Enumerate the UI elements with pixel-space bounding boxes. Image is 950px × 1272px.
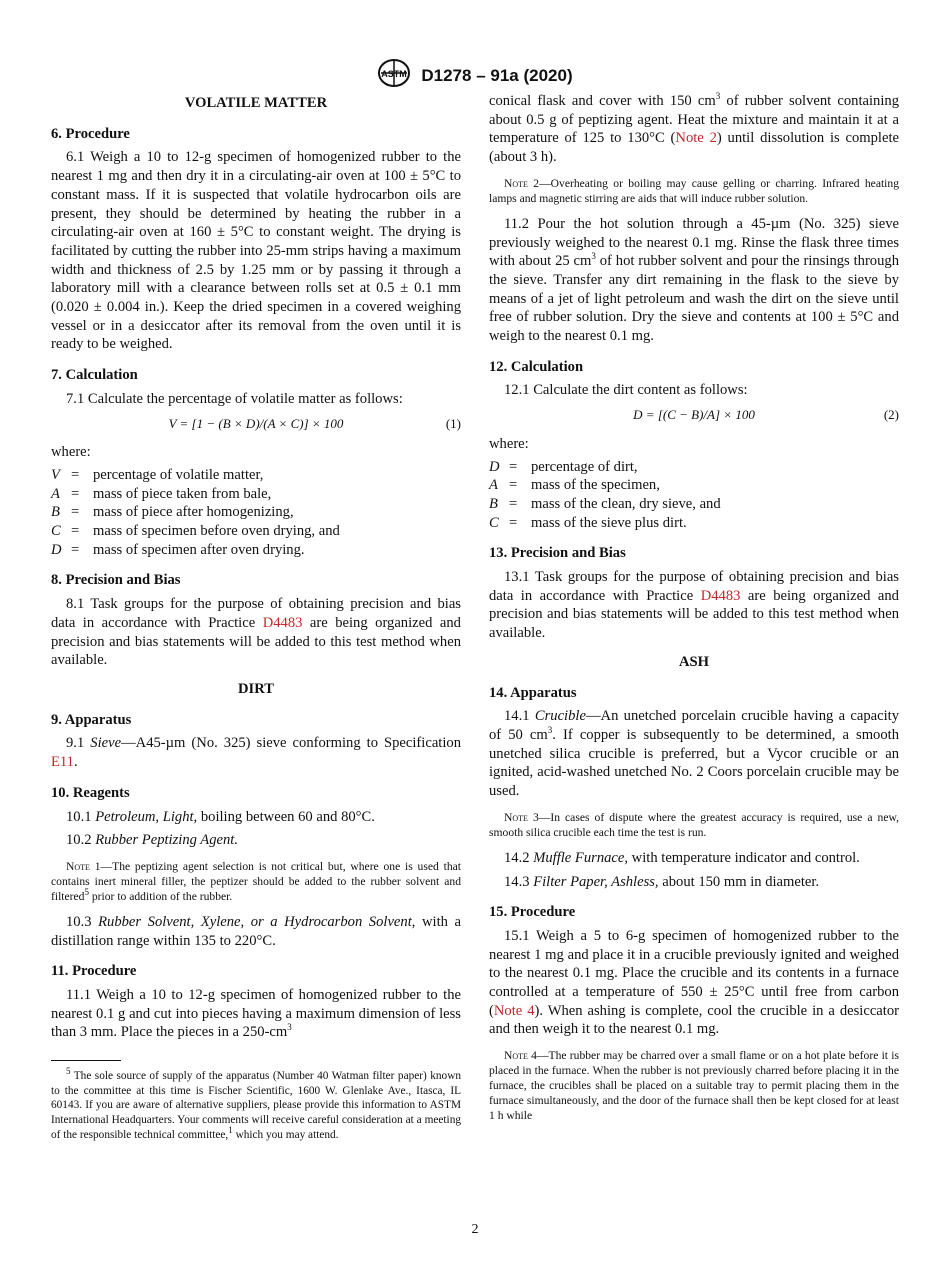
variable-definitions-2 [489,458,899,533]
equation-1-number: (1) [445,415,461,431]
equation-2-formula: D = [(C − B)/A] × 100 [633,407,755,423]
page-header [0,58,950,93]
definition-row: C = mass of the sieve plus dirt. [489,514,687,531]
note-1: Note 1—The peptizing agent selection is not critical but, where one is used that contains inert mineral filler, the peptizer should be added to the rubber solvent and filtered$^5$ prior to addition of the rubber. [51,859,461,903]
section-11-title: 11. Procedure [51,963,137,980]
paragraph-14-1: 14.1 Crucible—An unetched porcelain crucible having a capacity of 50 $cm^3$. If copper is subsequently to be determined, a smooth unetched silica crucible is preferred, but a Vycor crucible or an ignited, acid-washed unetched No. 2 Coors porcelain crucible may be used. [489,708,900,800]
definition-row: C = mass of specimen before oven drying, and [51,523,340,540]
link-d4483[interactable]: D4483 [700,587,741,604]
paragraph-9-1: 9.1 Sieve—A45-µm (No. 325) sieve conforming to Specification E11. [51,735,461,771]
paragraph-14-2: 14.2 Muffle Furnace, with temperature indicator and control. [504,849,860,866]
equation-1 [51,415,461,434]
definition-row: A = mass of piece taken from bale, [51,485,272,502]
link-e11[interactable]: E11 [51,754,74,771]
volatile-matter-heading: VOLATILE MATTER [184,95,328,111]
equation-1-formula: V = [1 − (B × D)/(A × C)] × 100 [168,415,344,431]
left-column [51,92,461,1142]
section-12-title: 12. Calculation [489,358,584,375]
paragraph-11-2: 11.2 Pour the hot solution through a 45-µm (No. 325) sieve previously weighed to the nearest 0.1 mg. Rinse the flask three times with about 25 $cm^3$ of hot rubber solvent and pour the rinsings through the sieve. Transfer any dirt remaining in the flask to the sieve by means of a jet of light petroleum and wash the dirt on the sieve until free of rubber solution. Dry the sieve and contents at 100 ± 5°C and weigh to the nearest 0.1 mg. [489,215,899,345]
footnote-divider [51,1060,121,1061]
footnote-5: $^5$ The sole source of supply of the apparatus (Number 40 Watman filter paper) known to the committee at this time is Fischer Scientific, 1600 W. Glenlake Ave., Itasca, IL 60143. If you are aware of alternative suppliers, please provide this information to ASTM International Headquarters. Your comments will receive careful consideration at a meeting of the responsible technical committee,$^1$ which you may attend. [51,1066,461,1141]
section-8-title: 8. Precision and Bias [51,572,181,589]
paragraph-10-1: 10.1 Petroleum, Light, boiling between 60 and 80°C. [66,808,375,825]
section-7-title: 7. Calculation [51,367,138,384]
definition-row: A = mass of the specimen, [489,477,660,494]
definition-row: V = percentage of volatile matter, [51,466,264,483]
section-6-title: 6. Procedure [51,125,130,142]
paragraph-12-1: 12.1 Calculate the dirt content as follows: [504,382,748,399]
paragraph-15-1: 15.1 Weigh a 5 to 6-g specimen of homogenized rubber to the nearest 1 mg and place it in a crucible previously ignited and weighed to the nearest 0.1 mg. Place the crucible and its contents in a furnace controlled at a temperature of 550 ± 25°C until free from carbon (Note 4). When ashing is complete, cool the crucible in a desiccator and then weigh it to the nearest 0.1 mg. [489,927,899,1038]
astm-logo-icon [377,58,411,93]
note-3: Note 3—In cases of dispute where the greatest accuracy is required, use a new, smooth silica crucible each time the test is run. [489,810,899,839]
where-label: where: [489,435,529,452]
paragraph-11-1-continued: conical flask and cover with 150 $cm^3$ of rubber solvent containing about 0.5 g of peptizing agent. Heat the mixture and maintain it at a temperature of 125 to 130°C (Note 2) until dissolution is complete (about 3 h). [489,91,899,166]
link-note-4[interactable]: Note 4 [493,1002,535,1019]
page-number: 2 [471,1222,479,1237]
note-4: Note 4—The rubber may be charred over a small flame or on a hot plate before it is placed in the furnace. When the rubber is not previously charred before placing it in the furnace, the crucibles shall be placed on a suitable tray to permit placing them in the furnace simultaneously, and the door of the furnace shall then be kept closed for at least 1 h while [489,1049,899,1123]
equation-2-number: (2) [883,407,899,423]
logo-text: ASTM [381,69,408,79]
section-13-title: 13. Precision and Bias [489,545,626,562]
section-10-title: 10. Reagents [51,784,130,801]
section-15-title: 15. Procedure [489,904,576,921]
link-note-2[interactable]: Note 2 [675,130,717,147]
note-2: Note 2—Overheating or boiling may cause gelling or charring. Infrared heating lamps and magnetic stirring are aids that will induce rubber solution. [489,176,900,205]
right-column [489,92,899,1132]
section-14-title: 14. Apparatus [489,684,577,701]
dirt-heading: DIRT [238,680,274,697]
section-9-title: 9. Apparatus [51,711,132,728]
definition-row: D = percentage of dirt, [489,458,638,475]
document-designation: D1278 – 91a (2020) [421,65,573,85]
paragraph-10-3: 10.3 Rubber Solvent, Xylene, or a Hydrocarbon Solvent, with a distillation range within 135 to 220°C. [51,913,461,949]
definition-row: B = mass of piece after homogenizing, [51,504,294,521]
definition-row: D = mass of specimen after oven drying. [51,541,305,558]
paragraph-11-1: 11.1 Weigh a 10 to 12-g specimen of homogenized rubber to the nearest 0.1 g and cut into pieces having a maximum dimension of less than 3 mm. Place the pieces in a $250-cm^3$ [51,987,461,1041]
variable-definitions-1 [51,466,461,560]
paragraph-13-1: 13.1 Task groups for the purpose of obtaining precision and bias data in accordance with Practice D4483 are being organized and precision and bias statements will be added to this test method when available. [489,569,899,642]
definition-row: B = mass of the clean, dry sieve, and [489,495,721,512]
link-d4483[interactable]: D4483 [262,614,303,631]
paragraph-14-3: 14.3 Filter Paper, Ashless, about 150 mm in diameter. [504,873,820,890]
ash-heading: ASH [678,653,709,670]
paragraph-10-2: 10.2 Rubber Peptizing Agent. [66,832,238,849]
where-label: where: [51,444,91,461]
paragraph-7-1: 7.1 Calculate the percentage of volatile matter as follows: [66,390,403,407]
paragraph-6-1: 6.1 Weigh a 10 to 12-g specimen of homogenized rubber to the nearest 1 mg and then dry it in a circulating-air oven at 100 ± 5°C to constant mass. If it is suspected that volatile hydrocarbon oils are present, they should be determined by heating the rubber in a circulating-air oven at 160 ± 5°C to constant weight. The drying is facilitated by cutting the rubber into 25-mm strips having a maximum width and thickness of 2.5 by 1.25 mm or by passing it through a laboratory mill with a clearance between rolls set at 0.5 ± 0.1 mm (0.020 ± 0.004 in.). Keep the dried specimen in a covered weighing vessel or in a desiccator after its removal from the oven until it is ready to be weighed. [51,149,461,353]
equation-2 [489,406,899,425]
paragraph-8-1: 8.1 Task groups for the purpose of obtaining precision and bias data in accordance with Practice D4483 are being organized and precision and bias statements will be added to this test method when available. [51,596,461,669]
